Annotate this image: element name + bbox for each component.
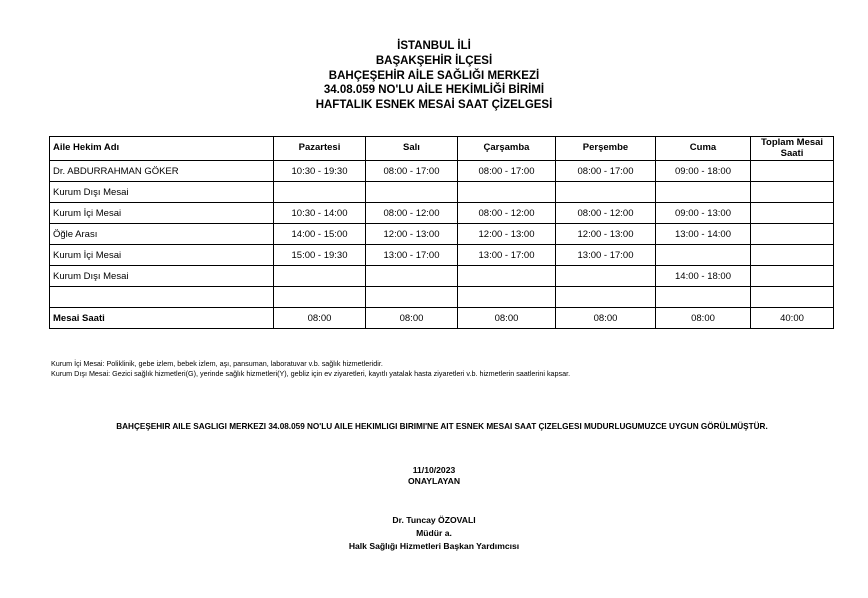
table-cell (458, 266, 556, 287)
total-monday: 08:00 (274, 308, 366, 329)
total-tuesday: 08:00 (366, 308, 458, 329)
table-cell (50, 287, 274, 308)
table-cell (751, 266, 834, 287)
footnote-internal-hours: Kurum İçi Mesai: Poliklinik, gebe izlem, bebek izlem, aşı, pansuman, laboratuvar v.b. sağlık hizmetleridir. (51, 359, 383, 368)
table-cell (751, 182, 834, 203)
table-cell (751, 203, 834, 224)
table-row (50, 287, 834, 308)
table-cell (751, 224, 834, 245)
table-cell (556, 287, 656, 308)
total-wednesday: 08:00 (458, 308, 556, 329)
footnote-external-hours: Kurum Dışı Mesai: Gezici sağlık hizmetleri(G), yerinde sağlık hizmetleri(Y), gebliz için ev ziyaretleri, kayıtlı yatalak hasta ziyaretleri v.b. hizmetlerin saatlerini kapsar. (51, 369, 571, 378)
table-cell: 14:00 - 18:00 (656, 266, 751, 287)
column-header-tuesday: Salı (366, 137, 458, 161)
table-cell (458, 182, 556, 203)
table-cell: 12:00 - 13:00 (458, 224, 556, 245)
table-cell (366, 287, 458, 308)
table-body (50, 161, 834, 329)
header-district: BAŞAKŞEHİR İLÇESİ (375, 54, 493, 67)
table-cell (366, 266, 458, 287)
table-cell (751, 161, 834, 182)
table-row (50, 182, 834, 203)
table-cell (556, 266, 656, 287)
table-cell: 08:00 - 17:00 (366, 161, 458, 182)
table-cell: 08:00 - 12:00 (458, 203, 556, 224)
table-cell: 12:00 - 13:00 (366, 224, 458, 245)
table-cell: 14:00 - 15:00 (274, 224, 366, 245)
table-header-row (50, 137, 834, 161)
column-header-monday: Pazartesi (274, 137, 366, 161)
header-unit: 34.08.059 NO'LU AİLE HEKİMLİĞİ BİRİMİ (323, 84, 545, 97)
table-cell (751, 245, 834, 266)
table-cell (274, 182, 366, 203)
total-friday: 08:00 (656, 308, 751, 329)
table-cell: 13:00 - 17:00 (458, 245, 556, 266)
header-province: İSTANBUL İLİ (397, 40, 471, 52)
table-cell (751, 287, 834, 308)
total-weekly: 40:00 (751, 308, 834, 329)
approval-statement: BAHÇEŞEHIR AILE SAGLIGI MERKEZI 34.08.059 NO'LU AILE HEKIMLIGI BIRIMI'NE AIT ESNEK MESAI SAAT ÇIZELGESI MUDURLUGUMUZCE UYGUN GÖRÜLMÜŞTÜR. (116, 422, 768, 431)
table-row (50, 161, 834, 182)
table-cell: 13:00 - 17:00 (366, 245, 458, 266)
table-cell: 10:30 - 14:00 (274, 203, 366, 224)
total-row (50, 308, 834, 329)
header-health-center: BAHÇEŞEHİR AİLE SAĞLIĞI MERKEZİ (328, 69, 540, 82)
column-header-thursday: Perşembe (556, 137, 656, 161)
table-cell (656, 182, 751, 203)
table-cell: 08:00 - 17:00 (556, 161, 656, 182)
document-header (0, 39, 868, 113)
table-cell (556, 182, 656, 203)
signatory-title: Müdür a. (416, 528, 452, 538)
approver-label: ONAYLAYAN (407, 475, 461, 486)
table-cell (656, 287, 751, 308)
table-cell: 12:00 - 13:00 (556, 224, 656, 245)
column-header-physician: Aile Hekim Adı (50, 137, 274, 161)
column-header-friday: Cuma (656, 137, 751, 161)
table-cell: Dr. ABDURRAHMAN GÖKER (50, 161, 274, 182)
table-cell: Öğle Arası (50, 224, 274, 245)
approval-block (0, 465, 868, 486)
signatory-name: Dr. Tuncay ÖZOVALI (392, 515, 476, 525)
table-cell: 13:00 - 14:00 (656, 224, 751, 245)
table-cell: 15:00 - 19:30 (274, 245, 366, 266)
table-cell: 10:30 - 19:30 (274, 161, 366, 182)
signature-block (0, 514, 868, 553)
table-cell (366, 182, 458, 203)
table-cell: 08:00 - 12:00 (366, 203, 458, 224)
table-cell: 08:00 - 12:00 (556, 203, 656, 224)
table-cell: 09:00 - 18:00 (656, 161, 751, 182)
signatory-position: Halk Sağlığı Hizmetleri Başkan Yardımcısı (348, 541, 520, 551)
table-cell: 08:00 - 17:00 (458, 161, 556, 182)
table-cell: Kurum İçi Mesai (50, 203, 274, 224)
total-row-label: Mesai Saati (50, 308, 274, 329)
table-row (50, 224, 834, 245)
table-cell: 13:00 - 17:00 (556, 245, 656, 266)
table-cell: Kurum İçi Mesai (50, 245, 274, 266)
weekly-schedule-table (49, 136, 834, 329)
table-row (50, 203, 834, 224)
column-header-wednesday: Çarşamba (458, 137, 556, 161)
table-cell (274, 266, 366, 287)
column-header-total: Toplam Mesai Saati (751, 137, 834, 161)
table-cell (458, 287, 556, 308)
table-cell (656, 245, 751, 266)
table-row (50, 245, 834, 266)
approval-date: 11/10/2023 (412, 465, 456, 475)
table-cell (274, 287, 366, 308)
footnotes (51, 359, 570, 379)
table-row (50, 266, 834, 287)
total-thursday: 08:00 (556, 308, 656, 329)
table-cell: 09:00 - 13:00 (656, 203, 751, 224)
table-cell: Kurum Dışı Mesai (50, 182, 274, 203)
header-document-title: HAFTALIK ESNEK MESAİ SAAT ÇİZELGESİ (315, 99, 553, 112)
table-cell: Kurum Dışı Mesai (50, 266, 274, 287)
